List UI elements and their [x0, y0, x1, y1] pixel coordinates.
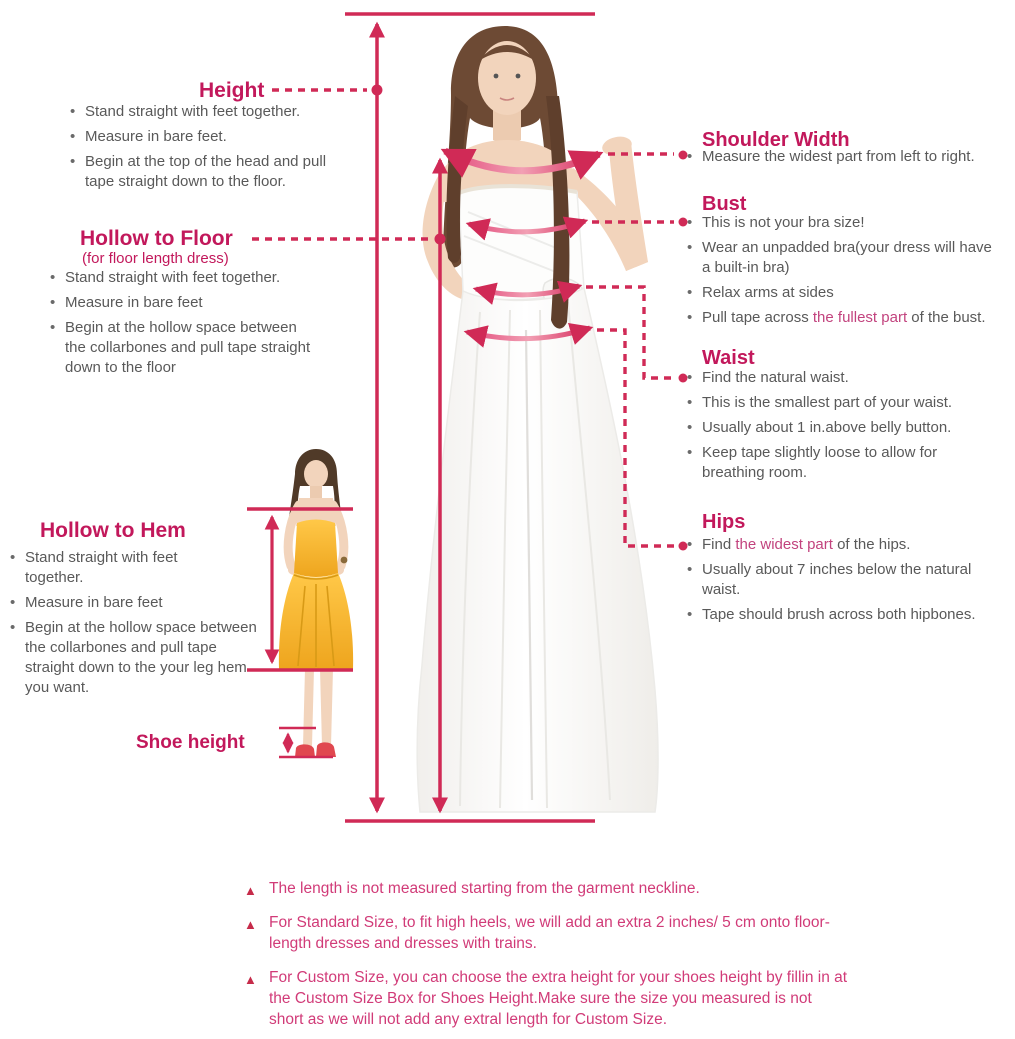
list-item: • Relax arms at sides — [685, 283, 1013, 303]
shoe-height-label: Shoe height — [136, 732, 245, 753]
bust-section-bullets — [685, 213, 1013, 333]
list-item: • This is not your bra size! — [685, 213, 1013, 233]
model-dress-skirt — [417, 288, 658, 812]
list-item: • Usually about 7 inches below the natural waist. — [685, 560, 1002, 600]
petite-leg — [320, 669, 333, 746]
list-item: • Begin at the hollow space between the collarbones and pull tape straight down to the your leg hem you want. — [8, 618, 265, 698]
hips-section-bullets — [685, 535, 1013, 630]
list-item: • Usually about 1 in.above belly button. — [685, 418, 1013, 438]
shoulder-width-section-bullets — [685, 147, 1010, 172]
note-item — [244, 967, 849, 1030]
note-text: For Standard Size, to fit high heels, we will add an extra 2 inches/ 5 cm onto floor-length dresses and dresses with trains. — [269, 914, 830, 952]
list-item: • Begin at the hollow space between the collarbones and pull tape straight down to the floor — [48, 318, 320, 378]
hollow-to-hem-section-bullets — [8, 548, 257, 703]
highlighted-text: the fullest part — [812, 309, 908, 326]
hollow-to-hem-section-title: Hollow to Hem — [40, 519, 186, 542]
model-face — [478, 41, 536, 115]
petite-dress-bodice — [294, 520, 338, 578]
main-model-illustration — [417, 26, 658, 812]
height-section-title: Height — [199, 79, 265, 102]
list-item: • Stand straight with feet together. — [68, 102, 358, 122]
list-item: • Keep tape slightly loose to allow for breathing room. — [685, 443, 982, 483]
list-item: • Measure in bare feet — [48, 293, 338, 313]
list-item: • Pull tape across the fullest part of the bust. — [685, 308, 1013, 328]
notes-list — [244, 878, 848, 1039]
list-item: • This is the smallest part of your waist. — [685, 393, 1013, 413]
list-item: • Measure in bare feet. — [68, 127, 358, 147]
hips-section-title: Hips — [702, 511, 746, 533]
petite-shoe — [316, 742, 336, 757]
list-item: • Wear an unpadded bra(your dress will have a built-in bra) — [685, 238, 1002, 278]
height-section-bullets — [68, 102, 358, 197]
petite-shoe — [295, 744, 315, 757]
list-item: • Stand straight with feet together. — [48, 268, 338, 288]
list-item: • Stand straight with feet together. — [8, 548, 205, 588]
warning-triangle-icon: ▲ — [244, 972, 257, 987]
note-text: For Custom Size, you can choose the extra height for your shoes height by fillin in at the Custom Size Box for Shoes Height.Make sure the size you measured is not short as we will not add any extral length for Custom Size. — [269, 969, 848, 1028]
list-item: • Begin at the top of the head and pull tape straight down to the floor. — [68, 152, 343, 192]
petite-model-illustration — [279, 449, 353, 757]
warning-triangle-icon: ▲ — [244, 883, 257, 898]
petite-face — [304, 460, 328, 488]
note-item — [244, 912, 851, 954]
list-item: • Measure in bare feet — [8, 593, 254, 613]
hollow-to-floor-subtitle: (for floor length dress) — [82, 250, 229, 267]
highlighted-text: the widest part — [735, 536, 833, 553]
shoulder-width-section-title: Shoulder Width — [702, 129, 850, 151]
list-item: • Find the natural waist. — [685, 368, 1013, 388]
hollow-to-floor-section-bullets — [48, 268, 338, 383]
list-item: • Tape should brush across both hipbones. — [685, 605, 1013, 625]
bust-section-title: Bust — [702, 193, 747, 215]
hollow-to-floor-section-title: Hollow to Floor — [80, 227, 233, 250]
petite-leg — [303, 669, 314, 746]
note-item — [244, 878, 848, 899]
list-item: • Measure the widest part from left to right. — [685, 147, 1010, 167]
waist-section-title: Waist — [702, 347, 755, 369]
waist-section-bullets — [685, 368, 1013, 488]
list-item: • Find the widest part of the hips. — [685, 535, 1013, 555]
warning-triangle-icon: ▲ — [244, 917, 257, 932]
note-text: The length is not measured starting from the garment neckline. — [269, 880, 700, 897]
